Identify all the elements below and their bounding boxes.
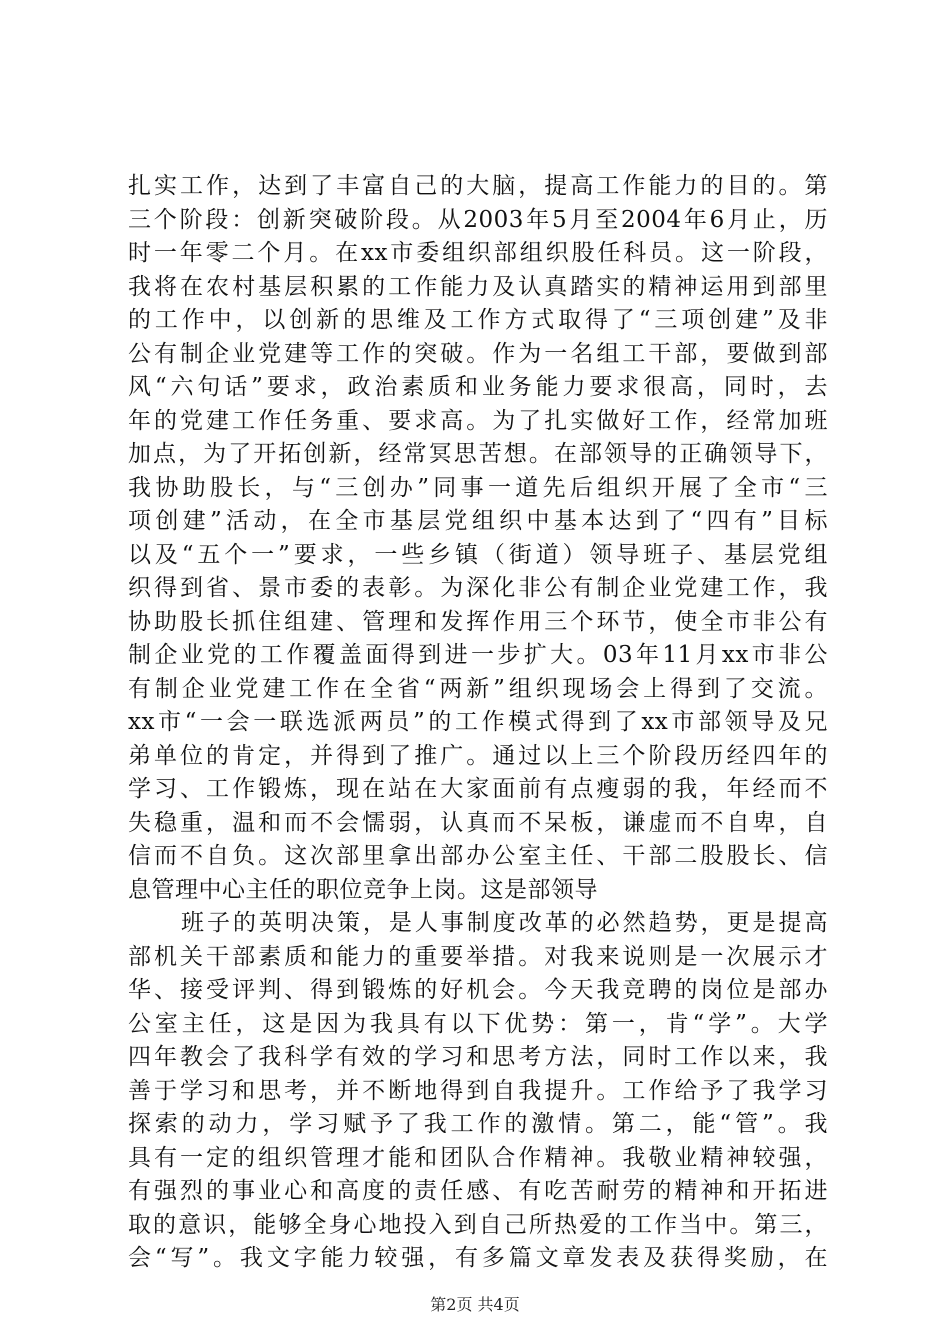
text-line: 善于学习和思考，并不断地得到自我提升。工作给予了我学习	[128, 1077, 828, 1104]
document-body	[128, 170, 828, 1276]
text-line: 制企业党的工作覆盖面得到进一步扩大。03年11月xx市非公	[128, 642, 828, 668]
text-line: 弟单位的肯定，并得到了推广。通过以上三个阶段历经四年的	[128, 742, 828, 769]
text-line: 时一年零二个月。在xx市委组织部组织股任科员。这一阶段，	[128, 240, 828, 266]
text-line: 会“写”。我文字能力较强，有多篇文章发表及获得奖励，在	[128, 1245, 828, 1271]
text-line: 以及“五个一”要求，一些乡镇（街道）领导班子、基层党组	[128, 541, 828, 568]
paragraph-2	[128, 907, 828, 1276]
paragraph-1	[128, 170, 828, 907]
text-line: 华、接受评判、得到锻炼的好机会。今天我竞聘的岗位是部办	[128, 977, 828, 1003]
text-line: 息管理中心主任的职位竞争上岗。这是部领导	[128, 876, 598, 903]
text-line: 我将在农村基层积累的工作能力及认真踏实的精神运用到部里	[128, 273, 828, 300]
text-line: 织得到省、景市委的表彰。为深化非公有制企业党建工作，我	[128, 575, 828, 601]
text-line: 年的党建工作任务重、要求高。为了扎实做好工作，经常加班	[128, 407, 828, 434]
text-line: 有强烈的事业心和高度的责任感、有吃苦耐劳的精神和开拓进	[128, 1178, 828, 1204]
text-line: 取的意识，能够全身心地投入到自己所热爱的工作当中。第三，	[128, 1211, 828, 1238]
text-line: xx市“一会一联选派两员”的工作模式得到了xx市部领导及兄	[128, 709, 828, 735]
text-line: 扎实工作，达到了丰富自己的大脑，提高工作能力的目的。第	[128, 173, 828, 199]
text-line: 公有制企业党建等工作的突破。作为一名组工干部，要做到部	[128, 340, 828, 367]
text-line: 四年教会了我科学有效的学习和思考方法，同时工作以来，我	[128, 1044, 828, 1070]
text-line: 的工作中，以创新的思维及工作方式取得了“三项创建”及非	[128, 307, 828, 333]
text-line: 我协助股长，与“三创办”同事一道先后组织开展了全市“三	[128, 474, 828, 501]
text-line: 有制企业党建工作在全省“两新”组织现场会上得到了交流。	[128, 675, 828, 702]
text-line: 协助股长抓住组建、管理和发挥作用三个环节，使全市非公有	[128, 608, 828, 635]
text-line: 具有一定的组织管理才能和团队合作精神。我敬业精神较强，	[128, 1144, 828, 1171]
page-number-footer: 第2页 共4页	[430, 1295, 520, 1314]
text-line: 项创建”活动，在全市基层党组织中基本达到了“四有”目标	[128, 508, 828, 534]
text-line: 三个阶段：创新突破阶段。从2003年5月至2004年6月止，历	[128, 206, 828, 233]
text-line: 信而不自负。这次部里拿出部办公室主任、干部二股股长、信	[128, 843, 828, 869]
text-line: 公室主任，这是因为我具有以下优势：第一，肯“学”。大学	[128, 1010, 828, 1037]
text-line: 失稳重，温和而不会懦弱，认真而不呆板，谦虚而不自卑，自	[128, 809, 828, 836]
text-line: 班子的英明决策，是人事制度改革的必然趋势，更是提高	[181, 910, 828, 936]
text-line: 加点，为了开拓创新，经常冥思苦想。在部领导的正确领导下，	[128, 441, 828, 467]
text-line: 风“六句话”要求，政治素质和业务能力要求很高，同时，去	[128, 374, 828, 400]
text-line: 学习、工作锻炼，现在站在大家面前有点瘦弱的我，年经而不	[128, 776, 828, 802]
text-line: 部机关干部素质和能力的重要举措。对我来说则是一次展示才	[128, 943, 828, 970]
text-line: 探索的动力，学习赋予了我工作的激情。第二，能“管”。我	[128, 1111, 828, 1137]
